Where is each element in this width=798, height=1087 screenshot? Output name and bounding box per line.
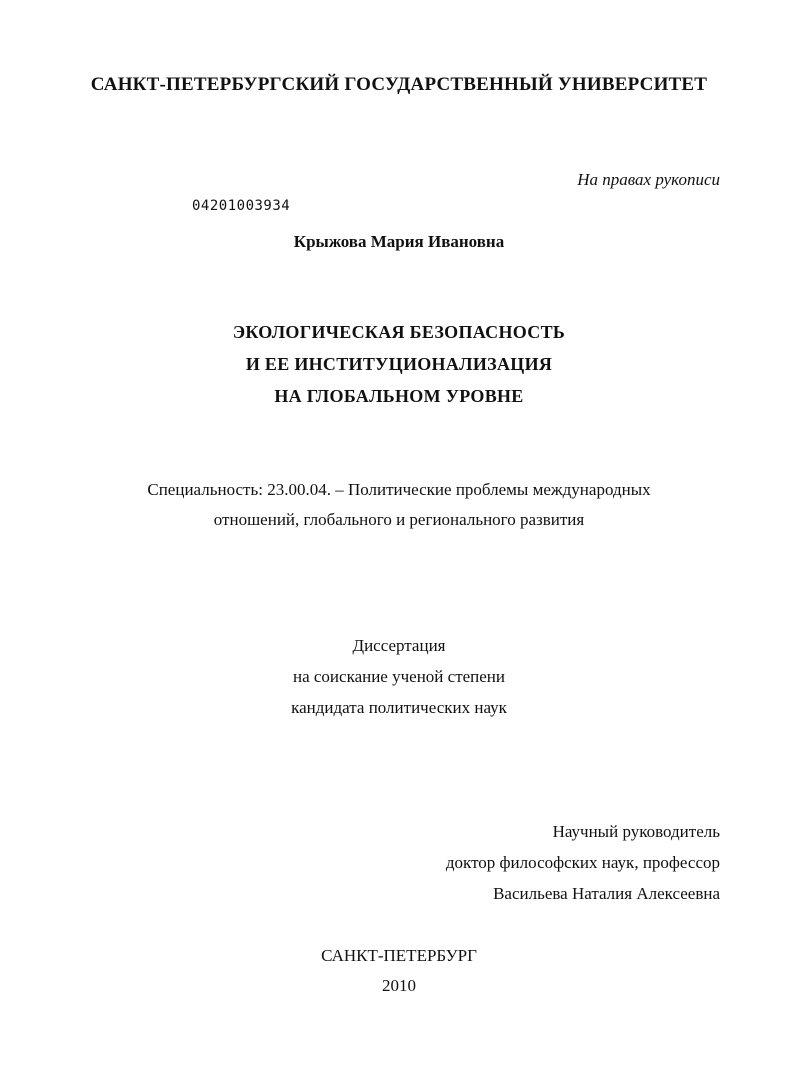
degree-name: кандидата политических наук	[291, 698, 507, 717]
supervisor-degree: доктор философских наук, профессор	[445, 853, 720, 872]
degree-purpose: на соискание ученой степени	[292, 667, 506, 686]
dissertation-label: Диссертация	[352, 636, 446, 655]
thesis-title-line-3: НА ГЛОБАЛЬНОМ УРОВНЕ	[274, 386, 524, 406]
thesis-title-line-1: ЭКОЛОГИЧЕСКАЯ БЕЗОПАСНОСТЬ	[232, 322, 566, 342]
city: САНКТ-ПЕТЕРБУРГ	[321, 946, 477, 965]
speciality-line-1: Специальность: 23.00.04. – Политические проблемы международных	[147, 480, 651, 499]
registration-number: 04201003934	[192, 198, 291, 214]
supervisor-role: Научный руководитель	[552, 822, 720, 841]
thesis-title-line-2: И ЕЕ ИНСТИТУЦИОНАЛИЗАЦИЯ	[245, 354, 553, 374]
year: 2010	[382, 976, 416, 995]
author-name: Крыжова Мария Ивановна	[293, 232, 505, 251]
rights-note: На правах рукописи	[577, 170, 720, 189]
university-name: САНКТ-ПЕТЕРБУРГСКИЙ ГОСУДАРСТВЕННЫЙ УНИВЕРСИТЕТ	[90, 74, 708, 95]
supervisor-name: Васильева Наталия Алексеевна	[493, 884, 720, 903]
speciality-line-2: отношений, глобального и регионального развития	[213, 510, 585, 529]
